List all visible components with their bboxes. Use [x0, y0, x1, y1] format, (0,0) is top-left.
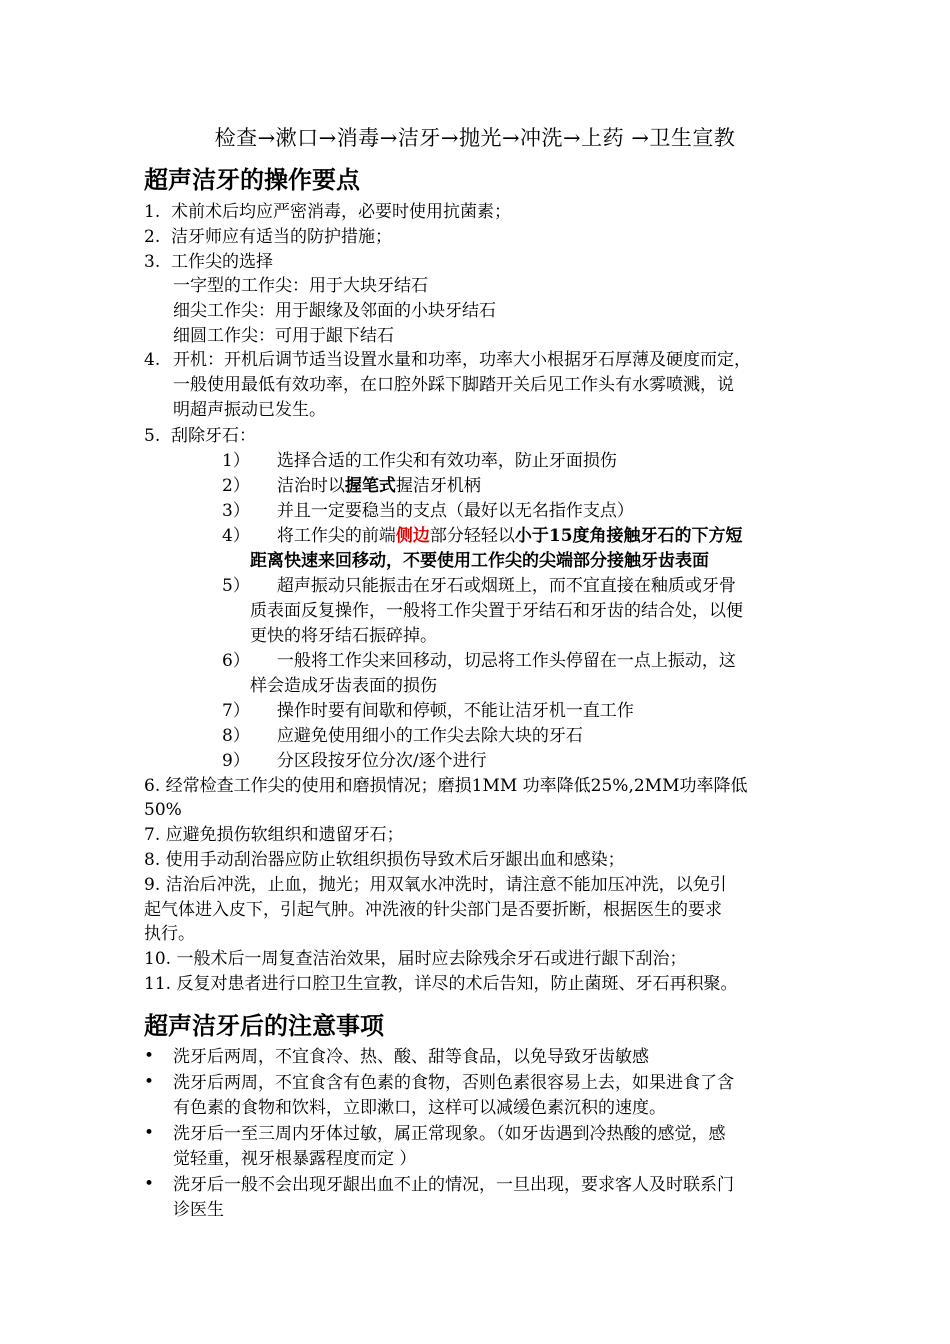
list-item-9-cont-2: 执行。	[144, 924, 195, 944]
step-5-cont-2: 更快的将牙结石振碎掉。	[250, 626, 437, 646]
list-item-7: 7. 应避免损伤软组织和遗留牙石；	[144, 825, 404, 845]
procedure-flow: 检查→漱口→消毒→洁牙→抛光→冲洗→上药 →卫生宣教	[214, 126, 736, 150]
list-item-9-cont-1: 起气体进入皮下，引起气肿。冲洗液的针尖部门是否要折断，根据医生的要求	[144, 900, 722, 920]
step-7: 7） 操作时要有间歇和停顿，不能让洁牙机一直工作	[222, 701, 634, 721]
bullet-4: 洗牙后一般不会出现牙龈出血不止的情况，一旦出现，要求客人及时联系门	[173, 1175, 734, 1195]
list-item-2: 2. 洁牙师应有适当的防护措施；	[144, 227, 393, 247]
bullet-3-cont: 觉轻重，视牙根暴露程度而定 ）	[173, 1149, 417, 1169]
list-item-4-line-3: 明超声振动已发生。	[173, 400, 326, 420]
step-6: 6） 一般将工作尖来回移动，切忌将工作头停留在一点上振动，这	[222, 651, 736, 671]
list-item-3: 3. 工作尖的选择	[144, 252, 274, 272]
tip-type-3: 细圆工作尖：可用于龈下结石	[173, 326, 394, 346]
list-item-4-num: 4.	[144, 350, 161, 370]
list-item-10: 10. 一般术后一周复查洁治效果，届时应去除残余牙石或进行龈下刮治；	[144, 949, 687, 969]
step-6-cont: 样会造成牙齿表面的损伤	[250, 676, 437, 696]
section-title-aftercare: 超声洁牙后的注意事项	[144, 1012, 384, 1040]
list-item-6-cont: 50%	[144, 800, 182, 820]
bullet-2: 洗牙后两周，不宜食含有色素的食物，否则色素很容易上去，如果进食了含	[173, 1073, 734, 1093]
bullet-2-marker: •	[144, 1072, 155, 1092]
step-1: 1） 选择合适的工作尖和有效功率，防止牙面损伤	[222, 451, 617, 471]
step-2: 2） 洁治时以握笔式握洁牙机柄	[222, 476, 481, 496]
tip-type-2: 细尖工作尖：用于龈缘及邻面的小块牙结石	[173, 301, 496, 321]
step-8: 8） 应避免使用细小的工作尖去除大块的牙石	[222, 726, 583, 746]
step-4: 4） 将工作尖的前端侧边部分轻轻以小于15度角接触牙石的下方短	[222, 526, 743, 546]
bullet-4-marker: •	[144, 1174, 155, 1194]
step-5: 5） 超声振动只能振击在牙石或烟斑上，而不宜直接在釉质或牙骨	[222, 576, 736, 596]
bullet-2-cont: 有色素的食物和饮料，立即漱口，这样可以减缓色素沉积的速度。	[173, 1098, 666, 1118]
list-item-11: 11. 反复对患者进行口腔卫生宣教，详尽的术后告知，防止菌斑、牙石再积聚。	[144, 974, 738, 994]
bullet-3: 洗牙后一至三周内牙体过敏，属正常现象。（如牙齿遇到冷热酸的感觉，感	[173, 1124, 726, 1144]
list-item-9: 9. 洁治后冲洗，止血，抛光；用双氧水冲洗时，请注意不能加压冲洗，以免引	[144, 875, 727, 895]
bullet-1: 洗牙后两周，不宜食冷、热、酸、甜等食品，以免导致牙齿敏感	[173, 1047, 649, 1067]
list-item-6: 6. 经常检查工作尖的使用和磨损情况；磨损1MM 功率降低25%,2MM功率降低	[144, 776, 748, 796]
list-item-1: 1. 术前术后均应严密消毒，必要时使用抗菌素；	[144, 202, 512, 222]
bullet-3-marker: •	[144, 1123, 155, 1143]
tip-type-1: 一字型的工作尖：用于大块牙结石	[173, 276, 428, 296]
step-3: 3） 并且一定要稳当的支点（最好以无名指作支点）	[222, 501, 634, 521]
list-item-8: 8. 使用手动刮治器应防止软组织损伤导致术后牙龈出血和感染；	[144, 850, 625, 870]
list-item-5: 5. 刮除牙石：	[144, 426, 257, 446]
list-item-4-line-1: 开机：开机后调节适当设置水量和功率，功率大小根据牙石厚薄及硬度而定，	[173, 350, 751, 370]
step-9: 9） 分区段按牙位分次/逐个进行	[222, 751, 487, 771]
bullet-4-cont: 诊医生	[173, 1200, 224, 1220]
step-5-cont-1: 质表面反复操作，一般将工作尖置于牙结石和牙齿的结合处，以便	[250, 601, 743, 621]
bullet-1-marker: •	[144, 1046, 155, 1066]
section-title-operation: 超声洁牙的操作要点	[144, 166, 360, 194]
step-4-cont: 距离快速来回移动，不要使用工作尖的尖端部分接触牙齿表面	[250, 551, 709, 571]
list-item-4-line-2: 一般使用最低有效功率，在口腔外踩下脚踏开关后见工作头有水雾喷溅，说	[173, 375, 734, 395]
